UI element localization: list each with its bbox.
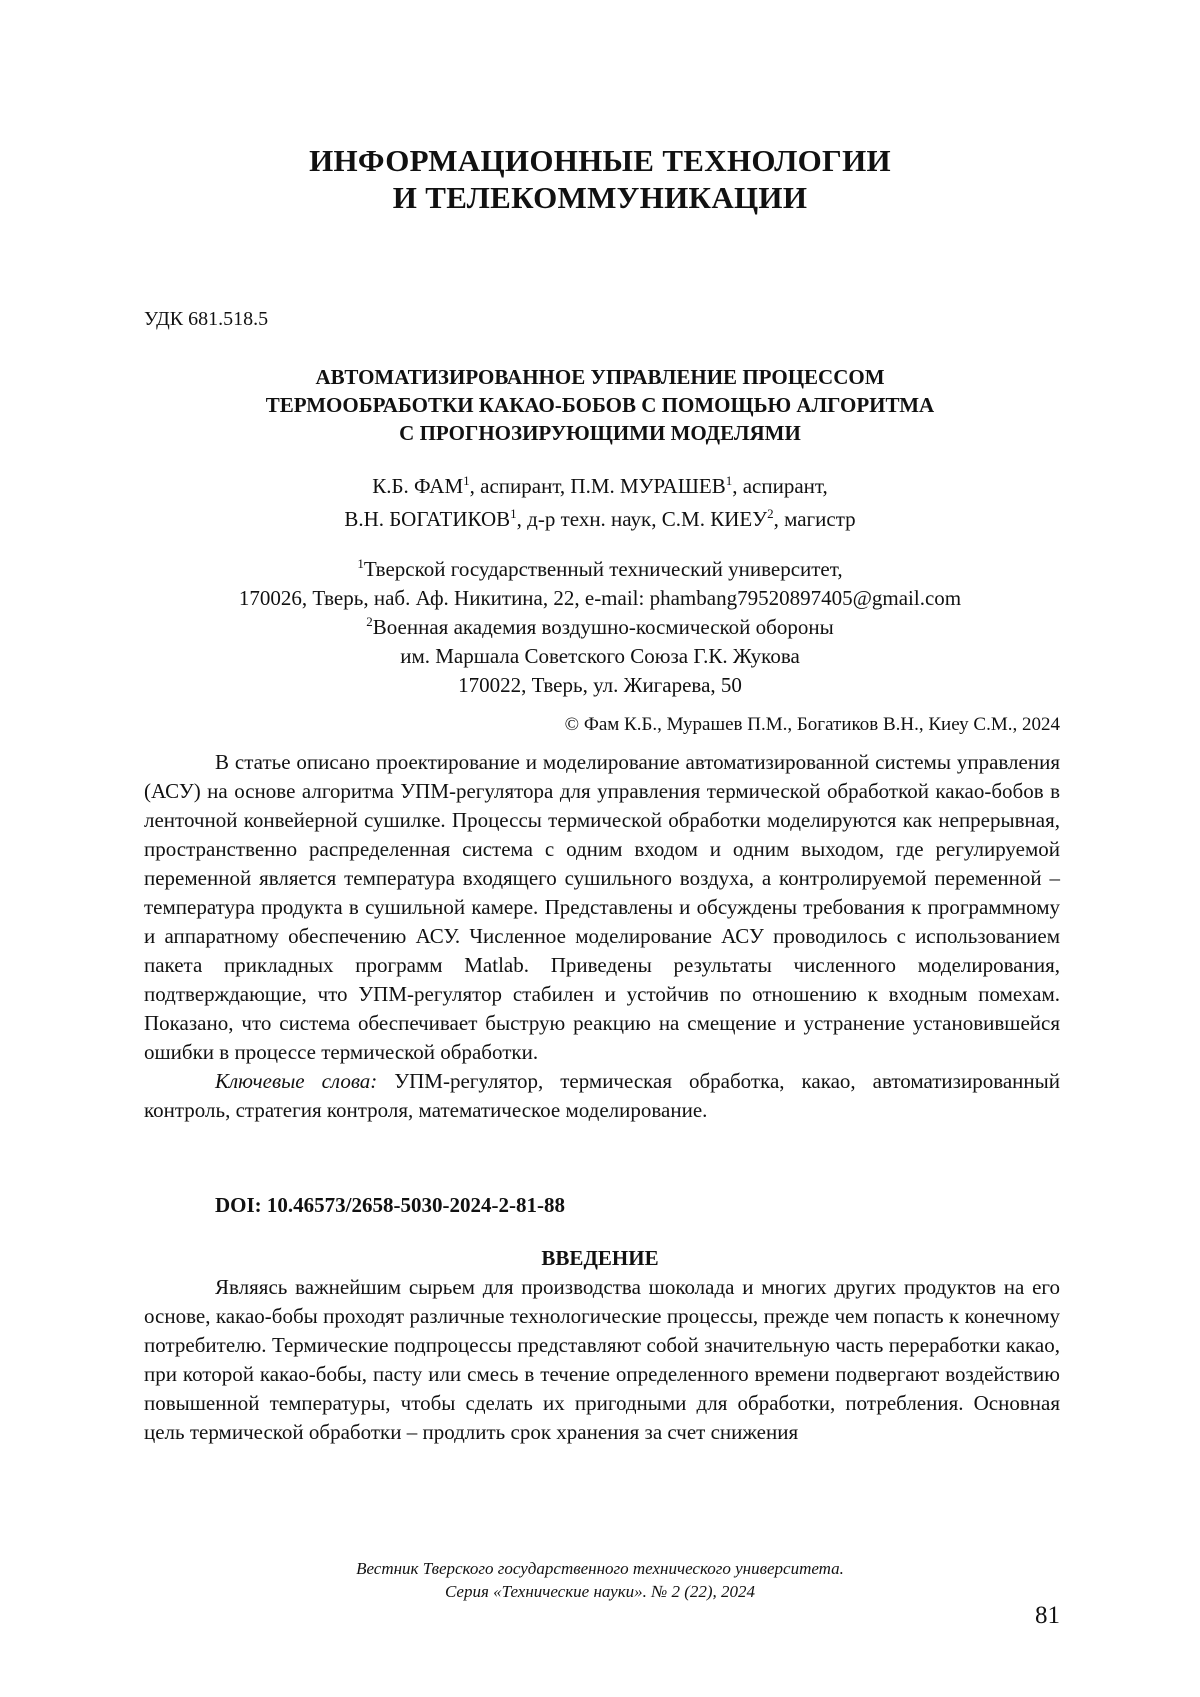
affil-sup: 1	[357, 556, 364, 571]
journal-footer	[0, 1557, 1200, 1603]
author-name: С.М. КИЕУ	[661, 507, 768, 531]
intro-text: Являясь важнейшим сырьем для производства шоколада и многих других продуктов на его основе, какао-бобы проходят различные технологические процессы, прежде чем попасть к конечному потребителю. Термические подпроцессы представляют собой значительную часть переработки какао, при которой какао-бобы, пасту или смесь в течение определенного времени подвергают воздействию повышенной температуры, чтобы сделать их пригодными для обработки, потребления. Основная цель термической обработки – продлить срок хранения за счет снижения	[144, 1275, 1060, 1444]
keywords	[144, 1067, 1060, 1125]
article-title-line1: АВТОМАТИЗИРОВАННОЕ УПРАВЛЕНИЕ ПРОЦЕССОМ	[315, 365, 885, 389]
author-role: , магистр	[773, 507, 856, 531]
author-affil-sup: 1	[725, 473, 733, 488]
abstract	[144, 748, 1060, 1125]
article-title-line2: ТЕРМООБРАБОТКИ КАКАО-БОБОВ С ПОМОЩЬЮ АЛГОРИТМА	[265, 393, 935, 417]
affiliation-line	[0, 555, 1200, 584]
affiliation-line: 170022, Тверь, ул. Жигарева, 50	[458, 673, 742, 697]
affiliation-text: Военная академия воздушно-космической обороны	[372, 615, 834, 639]
doi: DOI: 10.46573/2658-5030-2024-2-81-88	[215, 1193, 565, 1217]
author-name: В.Н. БОГАТИКОВ	[344, 507, 511, 531]
author-role: , д-р техн. наук,	[516, 507, 662, 531]
keywords-text: УПМ-регулятор, термическая обработка, какао, автоматизированный контроль, стратегия контроля, математическое моделирование.	[144, 1069, 1060, 1122]
author-name: П.М. МУРАШЕВ	[570, 474, 726, 498]
udk-code: УДК 681.518.5	[144, 308, 269, 330]
keywords-label: Ключевые слова:	[215, 1069, 378, 1093]
author-affil-sup: 1	[463, 473, 470, 488]
author-affil-sup: 2	[767, 506, 774, 521]
section-title-line1: ИНФОРМАЦИОННЫЕ ТЕХНОЛОГИИ	[309, 143, 891, 178]
journal-line1: Вестник Тверского государственного технического университета.	[356, 1559, 844, 1578]
authors-line2	[0, 503, 1200, 536]
intro-heading: ВВЕДЕНИЕ	[541, 1246, 659, 1270]
affil-sup: 2	[366, 614, 373, 629]
authors	[0, 470, 1200, 536]
section-title-line2: И ТЕЛЕКОММУНИКАЦИИ	[392, 180, 808, 215]
authors-line1	[0, 470, 1200, 503]
author-affil-sup: 1	[510, 506, 517, 521]
section-title	[0, 142, 1200, 216]
affiliation-line: 170026, Тверь, наб. Аф. Никитина, 22, e-mail: phambang79520897405@gmail.com	[238, 586, 962, 610]
affiliation-text: Тверской государственный технический университет,	[363, 557, 843, 581]
affiliation-line	[0, 613, 1200, 642]
journal-line2: Серия «Технические науки». № 2 (22), 2024	[444, 1582, 756, 1601]
article-title	[0, 363, 1200, 447]
copyright: © Фам К.Б., Мурашев П.М., Богатиков В.Н., Киеу С.М., 2024	[564, 714, 1060, 735]
author-name: К.Б. ФАМ	[372, 474, 464, 498]
abstract-text: В статье описано проектирование и моделирование автоматизированной системы управления (АСУ) на основе алгоритма УПМ-регулятора для управления термической обработкой какао-бобов в ленточной конвейерной сушилке. Процессы термической обработки моделируются как непрерывная, пространственно распределенная система с одним входом и одним выходом, где регулируемой переменной является температура входящего сушильного воздуха, а контролируемой переменной – температура продукта в сушильной камере. Представлены и обсуждены требования к программному и аппаратному обеспечению АСУ. Численное моделирование АСУ проводилось с использованием пакета прикладных программ Matlab. Приведены результаты численного моделирования, подтверждающие, что УПМ-регулятор стабилен и устойчив по отношению к входным помехам. Показано, что система обеспечивает быструю реакцию на смещение и устранение установившейся ошибки в процессе термической обработки.	[144, 750, 1060, 1064]
intro-section	[144, 1273, 1060, 1447]
page-number: 81	[1035, 1602, 1060, 1629]
affiliation-line: им. Маршала Советского Союза Г.К. Жукова	[400, 644, 800, 668]
affiliations	[0, 555, 1200, 700]
author-role: , аспирант,	[469, 474, 571, 498]
article-title-line3: С ПРОГНОЗИРУЮЩИМИ МОДЕЛЯМИ	[399, 421, 801, 445]
author-role: , аспирант,	[732, 474, 828, 498]
